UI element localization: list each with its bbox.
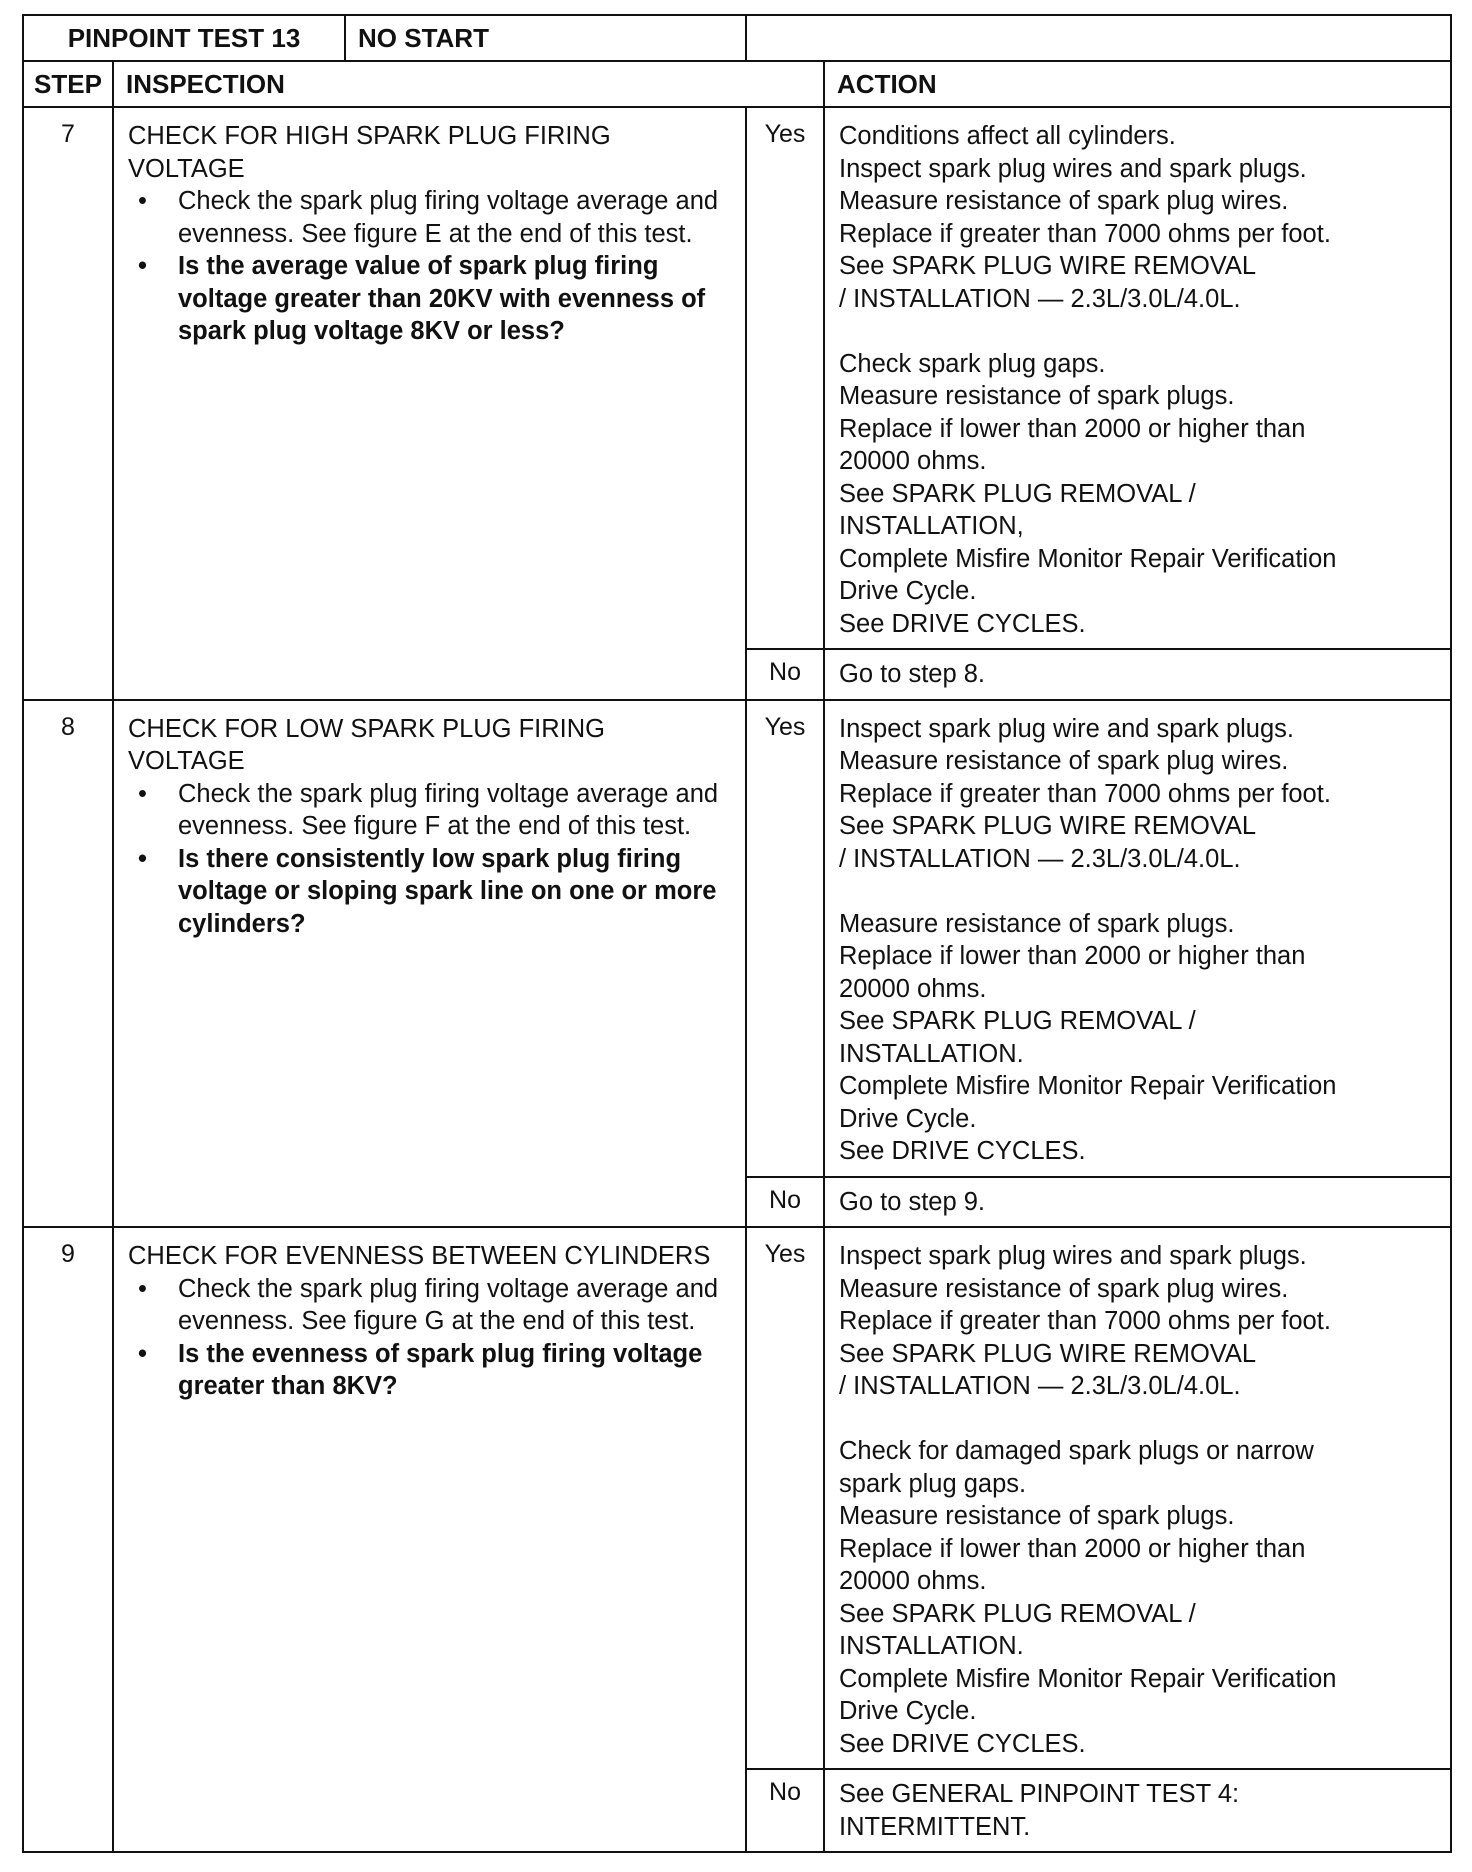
action-spacer	[839, 1403, 1436, 1436]
inspection-cell	[113, 700, 746, 1228]
inspection-cell	[113, 107, 746, 700]
action-line: Go to step 8.	[839, 660, 986, 688]
no-action-cell	[824, 1769, 1451, 1852]
action-line: Replace if greater than 7000 ohms per foot.	[839, 1307, 1331, 1335]
inspection-list	[128, 185, 727, 348]
step-column-header: STEP	[23, 61, 113, 107]
step-row	[23, 700, 1451, 1177]
inspection-list	[128, 1273, 727, 1403]
step-number: 8	[23, 700, 113, 1228]
action-line: Go to step 9.	[839, 1187, 986, 1216]
inspection-heading: CHECK FOR LOW SPARK PLUG FIRING VOLTAGE	[128, 714, 606, 775]
no-label: No	[746, 1769, 824, 1852]
action-line: Replace if lower than 2000 or higher than	[839, 414, 1306, 443]
action-line: Drive Cycle.	[839, 1104, 977, 1133]
action-line: See SPARK PLUG WIRE REMOVAL	[839, 812, 1257, 840]
instruction-text: Check the spark plug firing voltage average and evenness. See figure F at the end of this test.	[178, 779, 719, 840]
test-name: NO START	[358, 22, 489, 53]
bullet-icon: •	[138, 1274, 147, 1303]
action-line: 20000 ohms.	[839, 447, 987, 475]
bullet-icon: •	[138, 779, 147, 808]
question-item	[128, 843, 727, 941]
inspection-list	[128, 778, 727, 941]
action-line: Check spark plug gaps.	[839, 349, 1106, 378]
action-line: Measure resistance of spark plugs.	[839, 909, 1235, 938]
pinpoint-test-document	[22, 14, 1450, 1853]
action-line: INSTALLATION.	[839, 1039, 1024, 1068]
action-line: 20000 ohms.	[839, 1567, 987, 1595]
inspection-heading: CHECK FOR HIGH SPARK PLUG FIRING VOLTAGE	[128, 122, 611, 183]
action-line: See DRIVE CYCLES.	[839, 1729, 1086, 1758]
inspection-column-header: INSPECTION	[113, 61, 824, 107]
action-line: INSTALLATION.	[839, 1632, 1024, 1660]
bullet-icon: •	[138, 844, 147, 873]
instruction-item	[128, 185, 727, 250]
instruction-item	[128, 1273, 727, 1338]
action-line: See SPARK PLUG WIRE REMOVAL	[839, 1339, 1257, 1368]
yes-label: Yes	[746, 107, 824, 649]
title-blank-cell	[746, 15, 1451, 61]
action-line: Replace if greater than 7000 ohms per foot.	[839, 779, 1331, 808]
no-action-cell	[824, 1177, 1451, 1228]
bullet-icon: •	[138, 1339, 147, 1368]
action-line: Drive Cycle.	[839, 577, 977, 605]
step-row	[23, 107, 1451, 649]
action-line: See DRIVE CYCLES.	[839, 609, 1086, 638]
question-text: Is the evenness of spark plug firing voltage greater than 8KV?	[178, 1339, 703, 1400]
action-line: INTERMITTENT.	[839, 1812, 1031, 1841]
inspection-heading: CHECK FOR EVENNESS BETWEEN CYLINDERS	[128, 1242, 711, 1270]
action-line: / INSTALLATION — 2.3L/3.0L/4.0L.	[839, 284, 1241, 313]
action-line: INSTALLATION,	[839, 512, 1024, 540]
action-line: / INSTALLATION — 2.3L/3.0L/4.0L.	[839, 1372, 1241, 1400]
action-line: Complete Misfire Monitor Repair Verification	[839, 544, 1337, 573]
pinpoint-test-table	[22, 14, 1452, 1853]
action-line: Complete Misfire Monitor Repair Verification	[839, 1072, 1337, 1100]
action-line: Replace if lower than 2000 or higher than	[839, 942, 1306, 970]
question-item	[128, 1338, 727, 1403]
bullet-icon: •	[138, 187, 147, 215]
inspection-cell	[113, 1227, 746, 1852]
action-spacer	[839, 875, 1436, 908]
instruction-text: Check the spark plug firing voltage average and evenness. See figure E at the end of this test.	[178, 187, 719, 248]
question-text: Is there consistently low spark plug firing voltage or sloping spark line on one or more cylinders?	[178, 844, 717, 938]
action-line: See SPARK PLUG REMOVAL /	[839, 1007, 1196, 1035]
yes-action-cell	[824, 700, 1451, 1177]
instruction-text: Check the spark plug firing voltage average and evenness. See figure G at the end of this test.	[178, 1274, 719, 1335]
title-row	[23, 15, 1451, 61]
no-action-cell	[824, 649, 1451, 700]
instruction-item	[128, 778, 727, 843]
action-line: Complete Misfire Monitor Repair Verification	[839, 1664, 1337, 1693]
action-line: See SPARK PLUG REMOVAL /	[839, 1599, 1196, 1628]
step-row	[23, 1227, 1451, 1769]
action-line: Measure resistance of spark plug wires.	[839, 1274, 1289, 1303]
action-line: See DRIVE CYCLES.	[839, 1137, 1086, 1165]
action-line: Inspect spark plug wires and spark plugs.	[839, 1242, 1307, 1270]
yes-action-cell	[824, 107, 1451, 649]
test-number: PINPOINT TEST 13	[67, 22, 301, 53]
no-label: No	[746, 1177, 824, 1228]
action-column-header: ACTION	[824, 61, 1451, 107]
step-number: 7	[23, 107, 113, 700]
question-text: Is the average value of spark plug firing voltage greater than 20KV with evenness of spark plug voltage 8KV or less?	[178, 252, 706, 345]
action-line: See SPARK PLUG WIRE REMOVAL	[839, 252, 1257, 280]
yes-action-cell	[824, 1227, 1451, 1769]
step-number: 9	[23, 1227, 113, 1852]
action-line: Inspect spark plug wires and spark plugs.	[839, 154, 1307, 183]
action-line: Check for damaged spark plugs or narrow	[839, 1437, 1314, 1465]
action-line: Conditions affect all cylinders.	[839, 122, 1176, 150]
action-line: Inspect spark plug wire and spark plugs.	[839, 714, 1295, 743]
bullet-icon: •	[138, 252, 147, 280]
action-line: Drive Cycle.	[839, 1697, 977, 1725]
action-line: See SPARK PLUG REMOVAL /	[839, 479, 1196, 508]
question-item	[128, 250, 727, 348]
action-line: Measure resistance of spark plug wires.	[839, 187, 1289, 215]
test-title-cell	[23, 15, 746, 61]
yes-label: Yes	[746, 1227, 824, 1769]
action-line: See GENERAL PINPOINT TEST 4:	[839, 1780, 1240, 1808]
action-spacer	[839, 315, 1436, 348]
action-line: spark plug gaps.	[839, 1469, 1027, 1498]
action-line: 20000 ohms.	[839, 974, 987, 1003]
action-line: Measure resistance of spark plug wires.	[839, 747, 1289, 775]
action-line: Replace if lower than 2000 or higher than	[839, 1534, 1306, 1563]
header-row	[23, 61, 1451, 107]
action-line: Measure resistance of spark plugs.	[839, 382, 1235, 410]
action-line: Replace if greater than 7000 ohms per foot.	[839, 219, 1331, 248]
no-label: No	[746, 649, 824, 700]
yes-label: Yes	[746, 700, 824, 1177]
action-line: / INSTALLATION — 2.3L/3.0L/4.0L.	[839, 844, 1241, 873]
action-line: Measure resistance of spark plugs.	[839, 1502, 1235, 1530]
